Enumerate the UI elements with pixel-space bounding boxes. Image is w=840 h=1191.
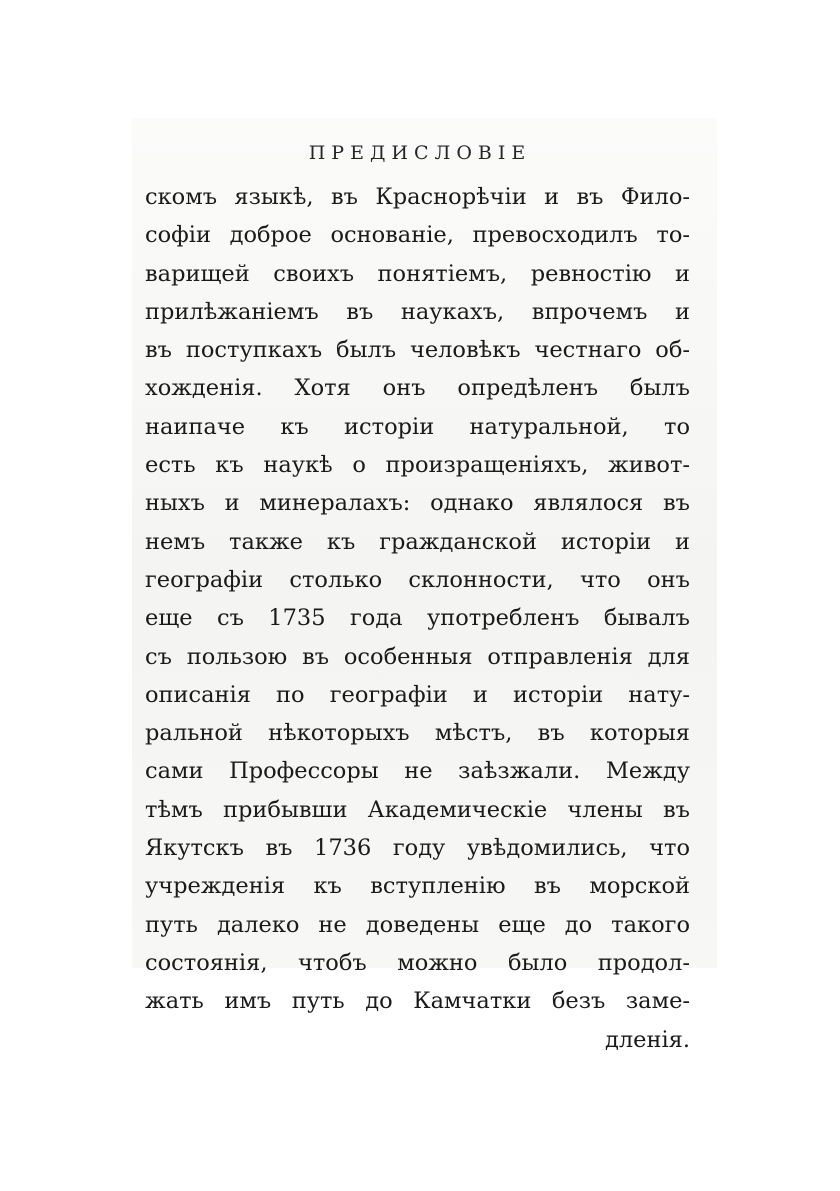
text-line: ральной нѣкоторыхъ мѣстъ, въ которыя	[145, 720, 690, 747]
text-line: съ пользою въ особенныя отправленія для	[145, 643, 690, 670]
text-line-last: дленія.	[604, 1026, 690, 1053]
text-line: немъ также къ гражданской исторіи и	[145, 528, 690, 555]
text-line: тѣмъ прибывши Академическіе члены въ	[145, 796, 690, 823]
text-line: въ поступкахъ былъ человѣкъ честнаго об-	[145, 337, 690, 364]
text-line: географіи столько склонности, что онъ	[145, 566, 690, 593]
text-line: варищей своихъ понятіемъ, ревностію и	[145, 260, 690, 287]
text-line: еще съ 1735 года употребленъ бывалъ	[145, 605, 690, 632]
text-line: софіи доброе основаніе, превосходилъ то-	[145, 222, 690, 249]
text-line: Якутскъ въ 1736 году увѣдомились, что	[145, 835, 690, 862]
text-line: описанія по географіи и исторіи нату-	[145, 681, 690, 708]
text-line: учрежденія къ вступленію въ морской	[145, 873, 690, 900]
text-line: скомъ языкѣ, въ Краснорѣчіи и въ Фило-	[145, 184, 690, 210]
text-line: наипаче къ исторіи натуральной, то	[145, 413, 690, 440]
text-line: хожденія. Хотя онъ опредѣленъ былъ	[145, 375, 690, 402]
text-line: состоянія, чтобъ можно было продол-	[145, 949, 690, 976]
text-line: сами Профессоры не заѣзжали. Между	[145, 758, 690, 785]
running-head: ПРЕДИСЛОВІЕ	[308, 142, 532, 164]
body-text	[145, 178, 690, 1059]
text-line: жать имъ путь до Камчатки безъ заме-	[145, 988, 690, 1015]
text-line: ныхъ и минералахъ: однако являлося въ	[145, 490, 690, 517]
text-line: путь далеко не доведены еще до такого	[145, 911, 690, 938]
text-line: прилѣжаніемъ въ наукахъ, впрочемъ и	[145, 298, 690, 325]
text-line: есть къ наукѣ о произращеніяхъ, живот-	[145, 452, 690, 479]
